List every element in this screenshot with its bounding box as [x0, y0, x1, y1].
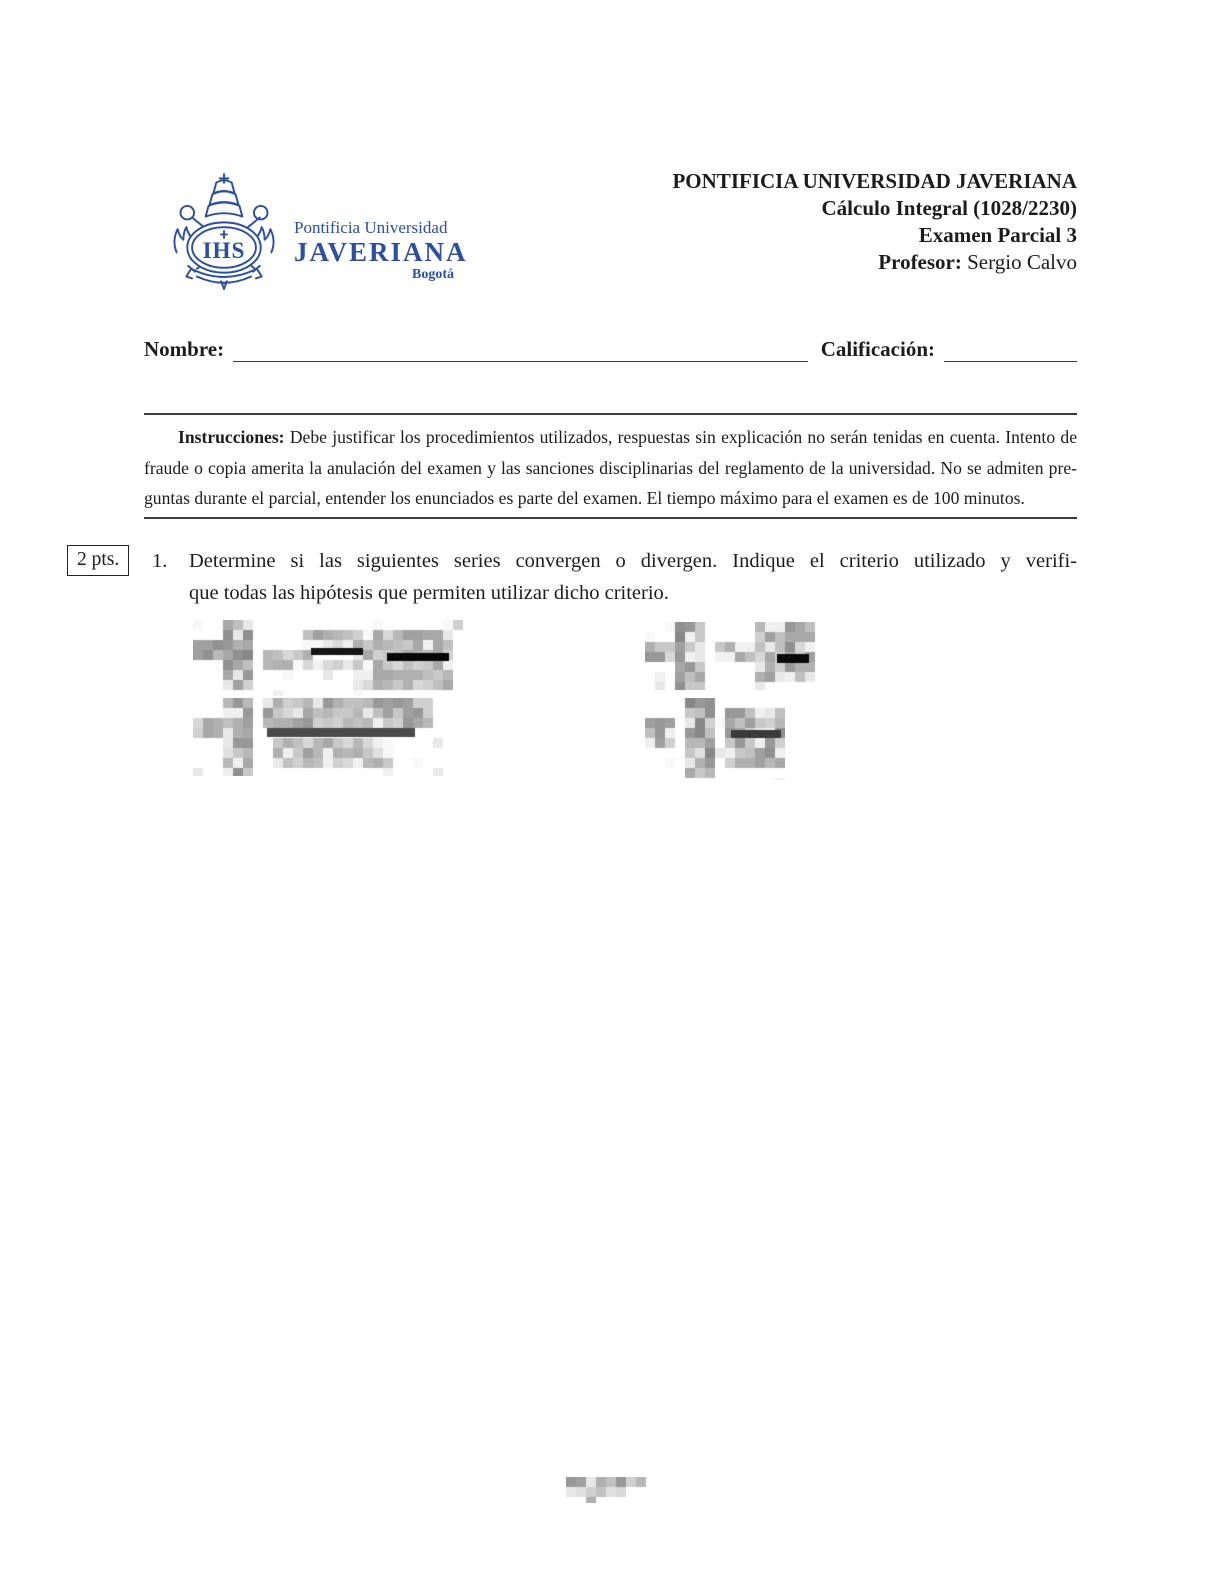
header-professor	[672, 249, 1077, 276]
name-grade-row	[144, 337, 1077, 362]
divider-top	[144, 413, 1077, 415]
professor-label: Profesor:	[878, 250, 962, 274]
instructions-line-2: fraude o copia amerita la anulación del examen y las sanciones disciplinarias del reglamento de la universidad. No se admiten pre-	[144, 457, 1077, 478]
instructions-line-1: Instrucciones: Debe justificar los procedimientos utilizados, respuestas sin explicación no serán tenidas en cuenta. Intento de	[178, 427, 1077, 447]
formula-c-redacted	[193, 698, 443, 776]
divider-bottom	[144, 517, 1077, 519]
page-number-redacted	[566, 1477, 658, 1503]
problem-line-1: Determine si las siguientes series convergen o divergen. Indique el criterio utilizado y verifi-	[189, 550, 1077, 572]
instructions-line-3: guntas durante el parcial, entender los enunciados es parte del examen. El tiempo máximo para el examen es de 100 minutos.	[144, 488, 1025, 509]
grade-input-line[interactable]	[944, 338, 1077, 362]
professor-name: Sergio Calvo	[961, 250, 1077, 274]
name-label: Nombre:	[144, 337, 225, 361]
formula-a-redacted	[193, 620, 465, 696]
header-university: PONTIFICIA UNIVERSIDAD JAVERIANA	[672, 169, 1077, 193]
points-badge: 2 pts.	[67, 545, 129, 576]
logo-line-javeriana: JAVERIANA	[294, 237, 468, 267]
problem-line-2: que todas las hipótesis que permiten utilizar dicho criterio.	[189, 581, 669, 604]
crest-monogram: IHS	[202, 238, 246, 265]
instructions-paragraph	[144, 422, 1077, 514]
formula-d-redacted	[645, 698, 785, 780]
exam-header	[672, 168, 1077, 276]
header-course: Cálculo Integral (1028/2230)	[821, 196, 1077, 220]
problem-statement	[189, 546, 1077, 609]
university-crest-icon	[166, 171, 282, 295]
instructions-label: Instrucciones:	[178, 427, 285, 447]
formula-b-redacted	[645, 622, 817, 690]
university-logo	[294, 218, 468, 283]
logo-line-pontificia: Pontificia Universidad	[294, 218, 448, 237]
header-exam-title: Examen Parcial 3	[918, 223, 1077, 247]
problem-number: 1.	[152, 550, 168, 572]
grade-label: Calificación:	[820, 337, 935, 361]
name-input-line[interactable]	[233, 338, 808, 362]
logo-line-bogota: Bogotá	[412, 267, 454, 282]
